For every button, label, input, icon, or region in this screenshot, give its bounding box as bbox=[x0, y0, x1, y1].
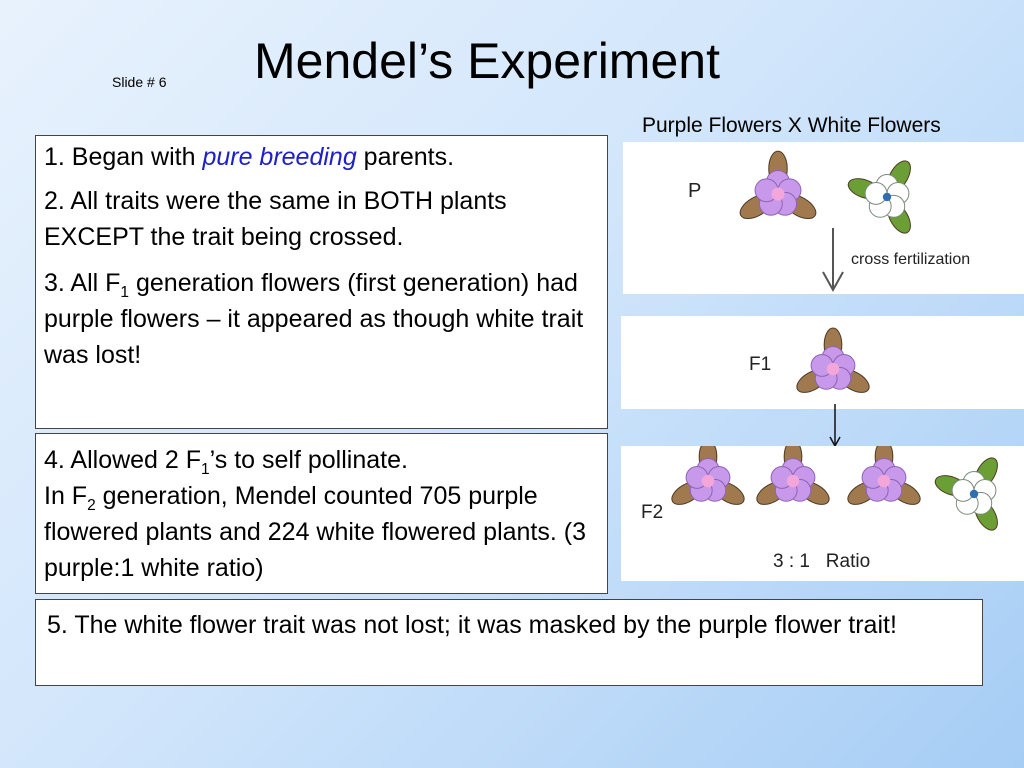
down-arrow-icon bbox=[823, 228, 843, 290]
purple-flower-icon bbox=[668, 446, 748, 509]
purple-flower-icon bbox=[793, 328, 873, 397]
f1-label: F1 bbox=[749, 354, 772, 375]
f1-generation-panel bbox=[621, 316, 1024, 409]
point-3-text: 3. All F bbox=[44, 269, 121, 297]
point-4-line-1 bbox=[44, 442, 599, 478]
diagram-caption: Purple Flowers X White Flowers bbox=[642, 114, 941, 137]
white-flower-icon bbox=[846, 157, 916, 237]
point-4-f2-text: In F bbox=[44, 482, 88, 510]
f1-to-f2-arrow-icon bbox=[820, 404, 850, 448]
point-1-text: 1. Began with bbox=[44, 143, 203, 171]
f2-generation-panel bbox=[621, 446, 1024, 581]
point-box-5 bbox=[35, 599, 983, 686]
purple-flower-icon bbox=[844, 446, 924, 509]
point-3-subscript: 1 bbox=[120, 284, 130, 301]
f2-label: F2 bbox=[641, 502, 664, 523]
p-label: P bbox=[688, 180, 702, 202]
point-1-text-end: parents. bbox=[356, 143, 455, 171]
point-1-emphasis: pure breeding bbox=[202, 143, 357, 171]
point-5: 5. The white flower trait was not lost; it was masked by the purple flower trait! bbox=[47, 611, 897, 639]
cross-fertilization-label: cross fertilization bbox=[851, 251, 971, 268]
purple-flower-icon bbox=[753, 446, 833, 509]
slide-number: Slide # 6 bbox=[112, 74, 167, 90]
point-4-text: 4. Allowed 2 F bbox=[44, 446, 202, 474]
point-4-f2-text-end: generation, Mendel counted 705 purple flowered plants and 224 white flowered plants. (3 purple:1 white ratio) bbox=[44, 482, 586, 582]
point-3-text-end: generation flowers (first generation) had purple flowers – it appeared as though white trait was lost! bbox=[44, 269, 584, 369]
point-2: 2. All traits were the same in BOTH plants EXCEPT the trait being crossed. bbox=[44, 187, 507, 251]
point-1 bbox=[44, 139, 599, 175]
point-4-subscript: 1 bbox=[201, 461, 210, 478]
point-4-line-2 bbox=[44, 478, 599, 586]
point-4-text-end: ’s to self pollinate. bbox=[209, 446, 408, 474]
ratio-label: 3 : 1 Ratio bbox=[773, 551, 871, 572]
point-box-1-3 bbox=[35, 135, 608, 429]
purple-flower-icon bbox=[736, 151, 820, 223]
point-3 bbox=[44, 265, 599, 373]
parent-generation-panel bbox=[623, 142, 1024, 294]
point-box-4 bbox=[35, 433, 608, 594]
point-4-f2-subscript: 2 bbox=[87, 497, 96, 514]
white-flower-icon bbox=[933, 454, 1003, 534]
slide-title: Mendel’s Experiment bbox=[254, 33, 720, 89]
